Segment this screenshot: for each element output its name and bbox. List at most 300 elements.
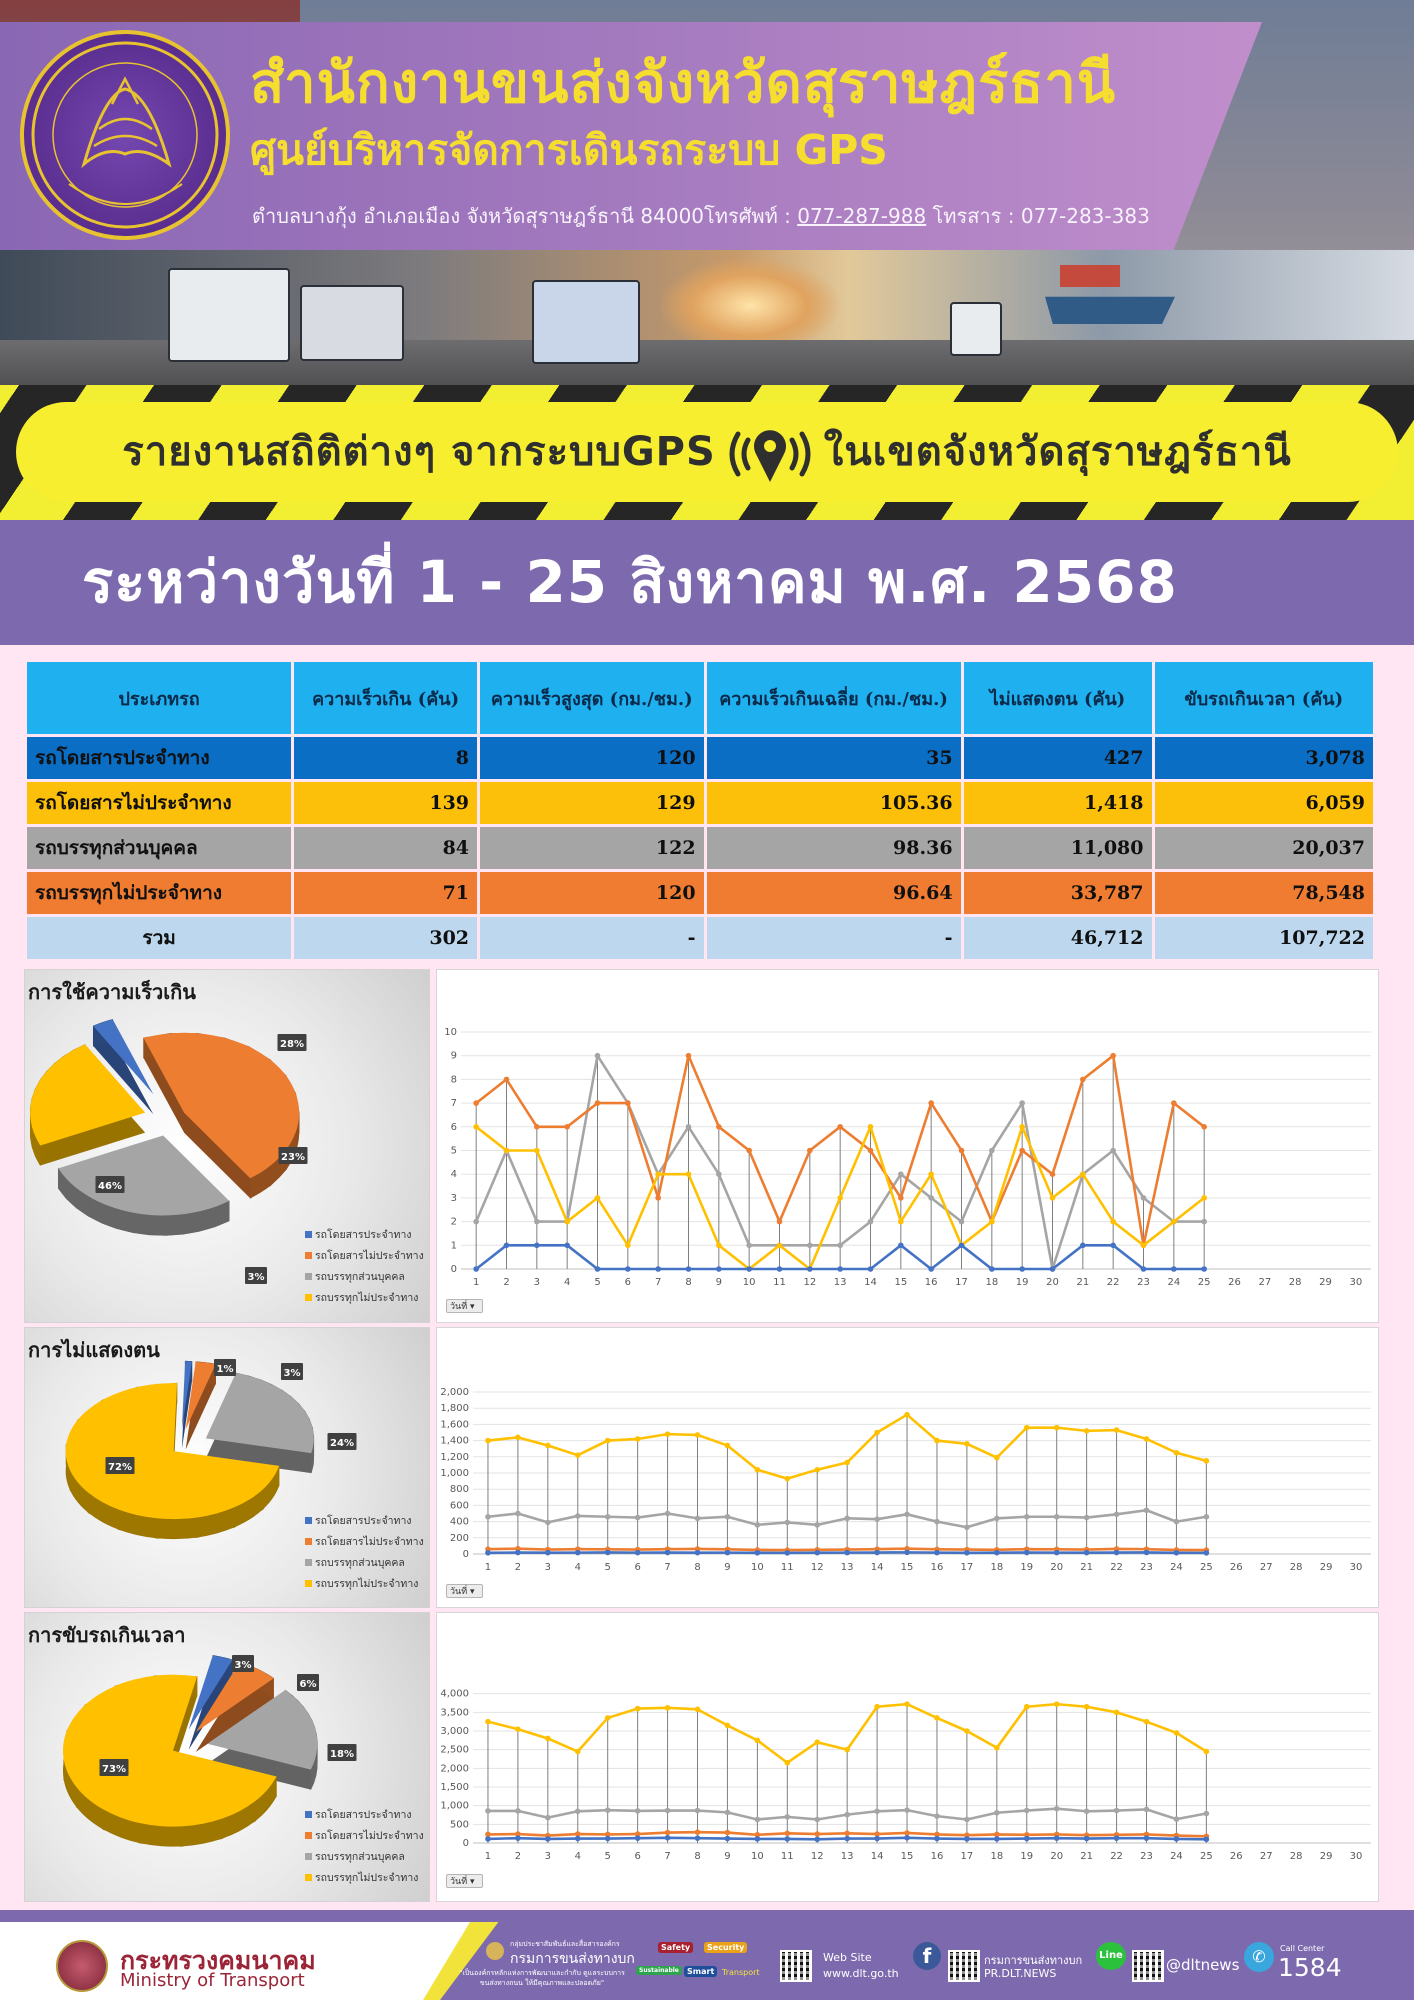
legend-swatch <box>305 1832 312 1839</box>
series-point-orange <box>725 1830 731 1836</box>
series-point-blue <box>1204 1836 1210 1842</box>
series-point-blue <box>1174 1836 1180 1842</box>
pie-data-label: 73% <box>102 1764 126 1775</box>
series-point-yellow <box>485 1438 491 1444</box>
series-point-yellow <box>635 1706 641 1712</box>
series-point-gray <box>964 1817 970 1823</box>
series-point-blue <box>575 1550 581 1556</box>
table-cell: 98.36 <box>707 827 961 869</box>
website-qr-code[interactable] <box>780 1950 812 1982</box>
y-tick-label: 500 <box>449 1819 469 1831</box>
overtime-pie-panel <box>24 1612 430 1902</box>
x-tick-label: 8 <box>694 1562 701 1573</box>
x-tick-label: 3 <box>544 1562 552 1573</box>
series-point-orange <box>504 1077 510 1083</box>
legend-item <box>305 1288 424 1309</box>
x-tick-label: 2 <box>514 1562 522 1573</box>
series-point-yellow <box>1054 1701 1060 1707</box>
series-point-yellow <box>1080 1171 1086 1177</box>
series-point-blue <box>994 1550 1000 1556</box>
series-point-blue <box>504 1243 510 1249</box>
x-tick-label: 26 <box>1229 1851 1243 1862</box>
dlt-name: กรมการขนส่งทางบก <box>510 1951 635 1967</box>
series-point-blue <box>1204 1550 1210 1556</box>
series-point-gray <box>665 1511 671 1517</box>
x-tick-label: 24 <box>1170 1851 1183 1862</box>
line-icon[interactable]: Line <box>1096 1942 1126 1970</box>
series-point-orange <box>473 1100 479 1106</box>
table-cell: 8 <box>294 737 477 779</box>
y-tick-label: 10 <box>444 1027 457 1038</box>
legend-item <box>305 1267 424 1288</box>
series-point-gray <box>686 1124 692 1130</box>
series-point-gray <box>785 1814 791 1820</box>
series-point-yellow <box>964 1441 970 1447</box>
series-point-gray <box>898 1171 904 1177</box>
x-tick-label: 7 <box>664 1562 671 1573</box>
legend-item <box>305 1847 424 1868</box>
series-point-orange <box>686 1053 692 1059</box>
series-point-orange <box>665 1830 671 1836</box>
private-truck-slice-side <box>183 1211 199 1234</box>
x-tick-label: 7 <box>654 1277 662 1288</box>
phone-link[interactable]: 077-287-988 <box>797 204 927 228</box>
ministry-logo <box>56 1940 108 1992</box>
series-point-gray <box>1114 1808 1120 1814</box>
x-tick-label: 27 <box>1259 1851 1273 1862</box>
series-point-yellow <box>1050 1195 1056 1201</box>
legend-swatch <box>305 1294 312 1301</box>
x-tick-label: 22 <box>1110 1851 1123 1862</box>
series-point-blue <box>1144 1550 1150 1556</box>
x-tick-label: 18 <box>985 1277 999 1288</box>
x-tick-label: 7 <box>664 1851 671 1862</box>
dropdown-label: วันที่ <box>450 1302 468 1312</box>
x-tick-label: 18 <box>990 1851 1004 1862</box>
series-point-yellow <box>868 1124 874 1130</box>
legend-label: รถบรรทุกส่วนบุคคล <box>315 1557 405 1569</box>
day-filter-dropdown[interactable]: วันที่ ▾ <box>446 1874 483 1888</box>
table-cell: 3,078 <box>1155 737 1374 779</box>
series-point-yellow <box>655 1171 661 1177</box>
series-point-blue <box>485 1836 491 1842</box>
series-point-blue <box>814 1836 820 1842</box>
series-point-blue <box>1080 1243 1086 1249</box>
office-address <box>252 200 1150 232</box>
vehicle-type-cell: รถบรรทุกไม่ประจำทาง <box>27 872 291 914</box>
series-point-orange <box>534 1124 540 1130</box>
series-point-gray <box>485 1808 491 1814</box>
series-point-orange <box>1201 1124 1207 1130</box>
series-point-yellow <box>1084 1704 1090 1710</box>
series-point-gray <box>595 1053 601 1059</box>
series-point-gray <box>814 1522 820 1528</box>
legend-swatch <box>305 1273 312 1280</box>
x-tick-label: 30 <box>1349 1277 1363 1288</box>
legend-label: รถโดยสารประจำทาง <box>315 1229 412 1241</box>
series-point-blue <box>994 1836 1000 1842</box>
y-tick-label: 1,200 <box>440 1451 469 1463</box>
series-point-yellow <box>814 1739 820 1745</box>
series-point-gray <box>807 1243 813 1249</box>
ministry-name-th: กระทรวงคมนาคม <box>120 1946 316 1975</box>
x-tick-label: 18 <box>990 1562 1004 1573</box>
x-tick-label: 25 <box>1199 1562 1213 1573</box>
series-point-yellow <box>473 1124 479 1130</box>
x-tick-label: 6 <box>624 1277 632 1288</box>
series-point-blue <box>1084 1836 1090 1842</box>
series-point-orange <box>1080 1077 1086 1083</box>
series-point-blue <box>635 1550 641 1556</box>
series-point-yellow <box>934 1438 940 1444</box>
y-tick-label: 4,000 <box>440 1688 469 1700</box>
x-tick-label: 28 <box>1288 1277 1302 1288</box>
series-point-blue <box>545 1550 551 1556</box>
series-point-blue <box>695 1550 701 1556</box>
series-point-orange <box>564 1124 570 1130</box>
series-point-gray <box>994 1516 1000 1522</box>
table-cell: 84 <box>294 827 477 869</box>
x-tick-label: 28 <box>1289 1562 1303 1573</box>
series-point-gray <box>605 1514 611 1520</box>
series-point-gray <box>1201 1219 1207 1225</box>
day-filter-dropdown[interactable]: วันที่ ▾ <box>446 1299 483 1313</box>
series-point-yellow <box>605 1438 611 1444</box>
series-point-blue <box>473 1266 479 1272</box>
safety-tag: Safety <box>658 1942 693 1953</box>
series-point-orange <box>1050 1171 1056 1177</box>
table-cell: 46,712 <box>964 917 1152 959</box>
overtime-chart-title: การขับรถเกินเวลา <box>28 1623 186 1647</box>
table-cell: 33,787 <box>964 872 1152 914</box>
series-point-orange <box>746 1148 752 1154</box>
legend-swatch <box>305 1580 312 1587</box>
x-tick-label: 19 <box>1015 1277 1029 1288</box>
x-tick-label: 2 <box>514 1851 522 1862</box>
x-tick-label: 12 <box>803 1277 817 1288</box>
facebook-qr-code[interactable] <box>948 1950 980 1982</box>
series-point-yellow <box>545 1736 551 1742</box>
series-point-blue <box>635 1835 641 1841</box>
legend-swatch <box>305 1853 312 1860</box>
legend-label: รถโดยสารไม่ประจำทาง <box>315 1250 424 1262</box>
pie-data-label: 23% <box>281 1152 305 1163</box>
series-point-gray <box>868 1219 874 1225</box>
legend-item <box>305 1826 424 1847</box>
website-link[interactable]: www.dlt.go.th <box>823 1967 899 1980</box>
legend-swatch <box>305 1874 312 1881</box>
office-name: สำนักงานขนส่งจังหวัดสุราษฎร์ธานี <box>250 51 1117 116</box>
series-point-blue <box>1110 1243 1116 1249</box>
series-point-gray <box>716 1171 722 1177</box>
series-point-gray <box>635 1808 641 1814</box>
no-identify-line-chart <box>437 1328 1378 1607</box>
speeding-line-chart <box>437 970 1378 1322</box>
truck-image <box>168 268 290 362</box>
table-cell: 20,037 <box>1155 827 1374 869</box>
series-point-blue <box>716 1266 722 1272</box>
phone-icon: ✆ <box>1244 1942 1274 1972</box>
stats-table <box>24 659 1376 962</box>
series-point-blue <box>1024 1836 1030 1842</box>
table-cell: 6,059 <box>1155 782 1374 824</box>
no-identify-line-panel <box>436 1327 1379 1608</box>
x-tick-label: 20 <box>1050 1562 1064 1573</box>
series-point-gray <box>1024 1808 1030 1814</box>
pie-legend <box>305 1511 424 1595</box>
series-point-blue <box>564 1243 570 1249</box>
x-tick-label: 14 <box>870 1851 884 1862</box>
x-tick-label: 30 <box>1349 1562 1363 1573</box>
call-center-number[interactable]: 1584 <box>1278 1953 1342 1982</box>
x-tick-label: 27 <box>1258 1277 1272 1288</box>
speeding-line-panel <box>436 969 1379 1323</box>
y-tick-label: 1,500 <box>440 1782 469 1793</box>
series-point-blue <box>655 1266 661 1272</box>
series-point-gray <box>1204 1811 1210 1817</box>
ministry-name-en: Ministry of Transport <box>120 1970 305 1991</box>
series-point-yellow <box>1114 1710 1120 1716</box>
series-point-gray <box>874 1808 880 1814</box>
x-tick-label: 23 <box>1140 1562 1153 1573</box>
column-header: ความเร็วสูงสุด (กม./ชม.) <box>480 662 704 734</box>
total-label-cell: รวม <box>27 917 291 959</box>
table-cell: 78,548 <box>1155 872 1374 914</box>
series-point-yellow <box>1204 1749 1210 1755</box>
date-range: ระหว่างวันที่ 1 - 25 สิงหาคม พ.ศ. 2568 <box>82 548 1178 616</box>
series-point-yellow <box>716 1243 722 1249</box>
legend-item <box>305 1805 424 1826</box>
series-point-yellow <box>564 1219 570 1225</box>
dlt-logo <box>486 1942 504 1960</box>
series-point-blue <box>1171 1266 1177 1272</box>
report-title <box>16 402 1398 502</box>
truck-image <box>532 280 640 364</box>
line-qr-code[interactable] <box>1132 1950 1164 1982</box>
series-point-yellow <box>1201 1195 1207 1201</box>
security-tag: Security <box>704 1942 747 1953</box>
series-point-yellow <box>1024 1704 1030 1710</box>
column-header: ประเภทรถ <box>27 662 291 734</box>
series-point-yellow <box>1114 1427 1120 1433</box>
series-point-blue <box>1024 1550 1030 1556</box>
x-tick-label: 1 <box>484 1562 492 1573</box>
x-tick-label: 8 <box>685 1277 692 1288</box>
x-tick-label: 29 <box>1319 1851 1333 1862</box>
series-point-gray <box>904 1807 910 1813</box>
report-region-text: ในเขตจังหวัดสุราษฎร์ธานี <box>823 429 1292 475</box>
series-point-gray <box>814 1817 820 1823</box>
table-cell: 11,080 <box>964 827 1152 869</box>
x-tick-label: 17 <box>960 1562 974 1573</box>
series-point-orange <box>777 1219 783 1225</box>
series-point-blue <box>1054 1550 1060 1556</box>
x-tick-label: 27 <box>1259 1562 1273 1573</box>
dlt-seal-logo <box>20 30 230 240</box>
series-point-blue <box>1084 1550 1090 1556</box>
x-tick-label: 3 <box>533 1277 541 1288</box>
series-point-gray <box>837 1243 843 1249</box>
day-filter-dropdown[interactable]: วันที่ ▾ <box>446 1584 483 1598</box>
series-point-yellow <box>625 1243 631 1249</box>
x-tick-label: 8 <box>694 1851 701 1862</box>
series-point-blue <box>814 1550 820 1556</box>
series-point-blue <box>1174 1550 1180 1556</box>
series-point-blue <box>665 1550 671 1556</box>
series-point-gray <box>485 1514 491 1520</box>
series-point-yellow <box>837 1195 843 1201</box>
series-point-blue <box>1144 1835 1150 1841</box>
table-row <box>27 782 1373 824</box>
pie-data-label: 72% <box>108 1462 132 1473</box>
x-tick-label: 17 <box>955 1277 968 1288</box>
x-tick-label: 19 <box>1020 1562 1034 1573</box>
legend-swatch <box>305 1538 312 1545</box>
x-tick-label: 14 <box>870 1562 884 1573</box>
x-tick-label: 13 <box>840 1851 854 1862</box>
series-point-orange <box>807 1148 813 1154</box>
y-tick-label: 1,000 <box>440 1468 469 1479</box>
series-point-yellow <box>695 1432 701 1438</box>
series-point-yellow <box>686 1171 692 1177</box>
series-point-blue <box>868 1266 874 1272</box>
series-point-yellow <box>994 1745 1000 1751</box>
x-tick-label: 11 <box>780 1851 794 1862</box>
x-tick-label: 24 <box>1167 1277 1181 1288</box>
series-point-blue <box>807 1266 813 1272</box>
series-point-blue <box>785 1550 791 1556</box>
dropdown-label: วันที่ <box>450 1587 468 1597</box>
sunset-glow <box>660 258 840 353</box>
x-tick-label: 21 <box>1076 1277 1090 1288</box>
pie-data-label: 1% <box>216 1364 234 1375</box>
legend-item <box>305 1225 424 1246</box>
y-tick-label: 1,800 <box>440 1403 469 1415</box>
series-point-yellow <box>755 1738 761 1744</box>
series-point-orange <box>1110 1053 1116 1059</box>
series-point-gray <box>1110 1148 1116 1154</box>
column-header: ความเร็วเกิน (คัน) <box>294 662 477 734</box>
series-point-blue <box>928 1266 934 1272</box>
x-tick-label: 23 <box>1137 1277 1150 1288</box>
series-point-gray <box>575 1513 581 1519</box>
series-point-gray <box>1174 1816 1180 1822</box>
series-point-yellow <box>785 1476 791 1482</box>
table-total-row <box>27 917 1373 959</box>
vehicle-type-cell: รถโดยสารไม่ประจำทาง <box>27 782 291 824</box>
x-tick-label: 4 <box>574 1851 581 1862</box>
table-cell: 122 <box>480 827 704 869</box>
series-point-yellow <box>874 1704 880 1710</box>
facebook-page-name: กรมการขนส่งทางบก <box>984 1954 1083 1967</box>
series-point-blue <box>515 1550 521 1556</box>
private-truck-slice-side <box>166 1214 183 1235</box>
series-point-yellow <box>1084 1428 1090 1434</box>
table-row <box>27 737 1373 779</box>
x-tick-label: 9 <box>715 1277 723 1288</box>
address-text: ตำบลบางกุ้ง อำเภอเมือง จังหวัดสุราษฎร์ธานี 84000โทรศัพท์ : <box>252 204 798 228</box>
y-tick-label: 1 <box>450 1240 457 1252</box>
series-point-yellow <box>1110 1219 1116 1225</box>
series-point-gray <box>534 1219 540 1225</box>
series-point-yellow <box>605 1715 611 1721</box>
x-tick-label: 28 <box>1289 1851 1303 1862</box>
series-point-gray <box>1054 1806 1060 1812</box>
series-point-orange <box>655 1195 661 1201</box>
legend-item <box>305 1574 424 1595</box>
x-tick-label: 22 <box>1110 1562 1123 1573</box>
series-point-yellow <box>1141 1243 1147 1249</box>
y-tick-label: 2,000 <box>440 1763 469 1775</box>
series-point-blue <box>874 1550 880 1556</box>
legend-label: รถบรรทุกไม่ประจำทาง <box>315 1292 419 1304</box>
legend-swatch <box>305 1517 312 1524</box>
x-tick-label: 21 <box>1080 1562 1094 1573</box>
y-tick-label: 3,500 <box>440 1707 469 1719</box>
x-tick-label: 10 <box>750 1851 764 1862</box>
series-point-orange <box>844 1830 850 1836</box>
series-point-yellow <box>874 1430 880 1436</box>
facebook-handle[interactable]: PR.DLT.NEWS <box>984 1967 1057 1980</box>
facebook-icon[interactable]: f <box>913 1942 941 1970</box>
series-point-blue <box>777 1266 783 1272</box>
series-point-yellow <box>934 1715 940 1721</box>
series-point-orange <box>868 1148 874 1154</box>
series-point-yellow <box>665 1705 671 1711</box>
vehicle-type-cell: รถโดยสารประจำทาง <box>27 737 291 779</box>
private-truck-slice-side <box>117 1209 133 1233</box>
series-point-gray <box>635 1515 641 1521</box>
website-label: Web Site <box>823 1951 872 1964</box>
x-tick-label: 17 <box>960 1851 974 1862</box>
x-tick-label: 10 <box>742 1277 756 1288</box>
series-point-orange <box>898 1195 904 1201</box>
series-point-gray <box>785 1520 791 1526</box>
series-point-blue <box>1114 1550 1120 1556</box>
y-tick-label: 2,500 <box>440 1744 469 1756</box>
series-point-blue <box>485 1550 491 1556</box>
y-tick-label: 0 <box>462 1549 469 1560</box>
x-tick-label: 26 <box>1229 1562 1243 1573</box>
x-tick-label: 10 <box>750 1562 764 1573</box>
series-point-yellow <box>777 1243 783 1249</box>
center-name: ศูนย์บริหารจัดการเดินรถระบบ GPS <box>250 126 888 174</box>
series-point-gray <box>746 1243 752 1249</box>
legend-label: รถบรรทุกส่วนบุคคล <box>315 1271 405 1283</box>
legend-label: รถโดยสารไม่ประจำทาง <box>315 1536 424 1548</box>
series-point-gray <box>1114 1512 1120 1518</box>
series-point-gray <box>545 1520 551 1526</box>
series-point-blue <box>904 1550 910 1556</box>
series-point-blue <box>964 1836 970 1842</box>
series-point-yellow <box>1054 1425 1060 1431</box>
pie-data-label: 3% <box>283 1368 301 1379</box>
legend-label: รถบรรทุกไม่ประจำทาง <box>315 1872 419 1884</box>
smart-tag: Smart <box>684 1966 717 1977</box>
x-tick-label: 6 <box>634 1562 641 1573</box>
x-tick-label: 19 <box>1020 1851 1034 1862</box>
line-handle[interactable]: @dltnews <box>1166 1956 1240 1974</box>
series-point-blue <box>1019 1266 1025 1272</box>
series-point-yellow <box>904 1412 910 1418</box>
legend-item <box>305 1553 424 1574</box>
x-tick-label: 3 <box>544 1851 552 1862</box>
series-point-orange <box>695 1829 701 1835</box>
series-point-yellow <box>989 1219 995 1225</box>
series-point-blue <box>534 1243 540 1249</box>
x-tick-label: 9 <box>724 1851 731 1862</box>
x-tick-label: 9 <box>724 1562 731 1573</box>
